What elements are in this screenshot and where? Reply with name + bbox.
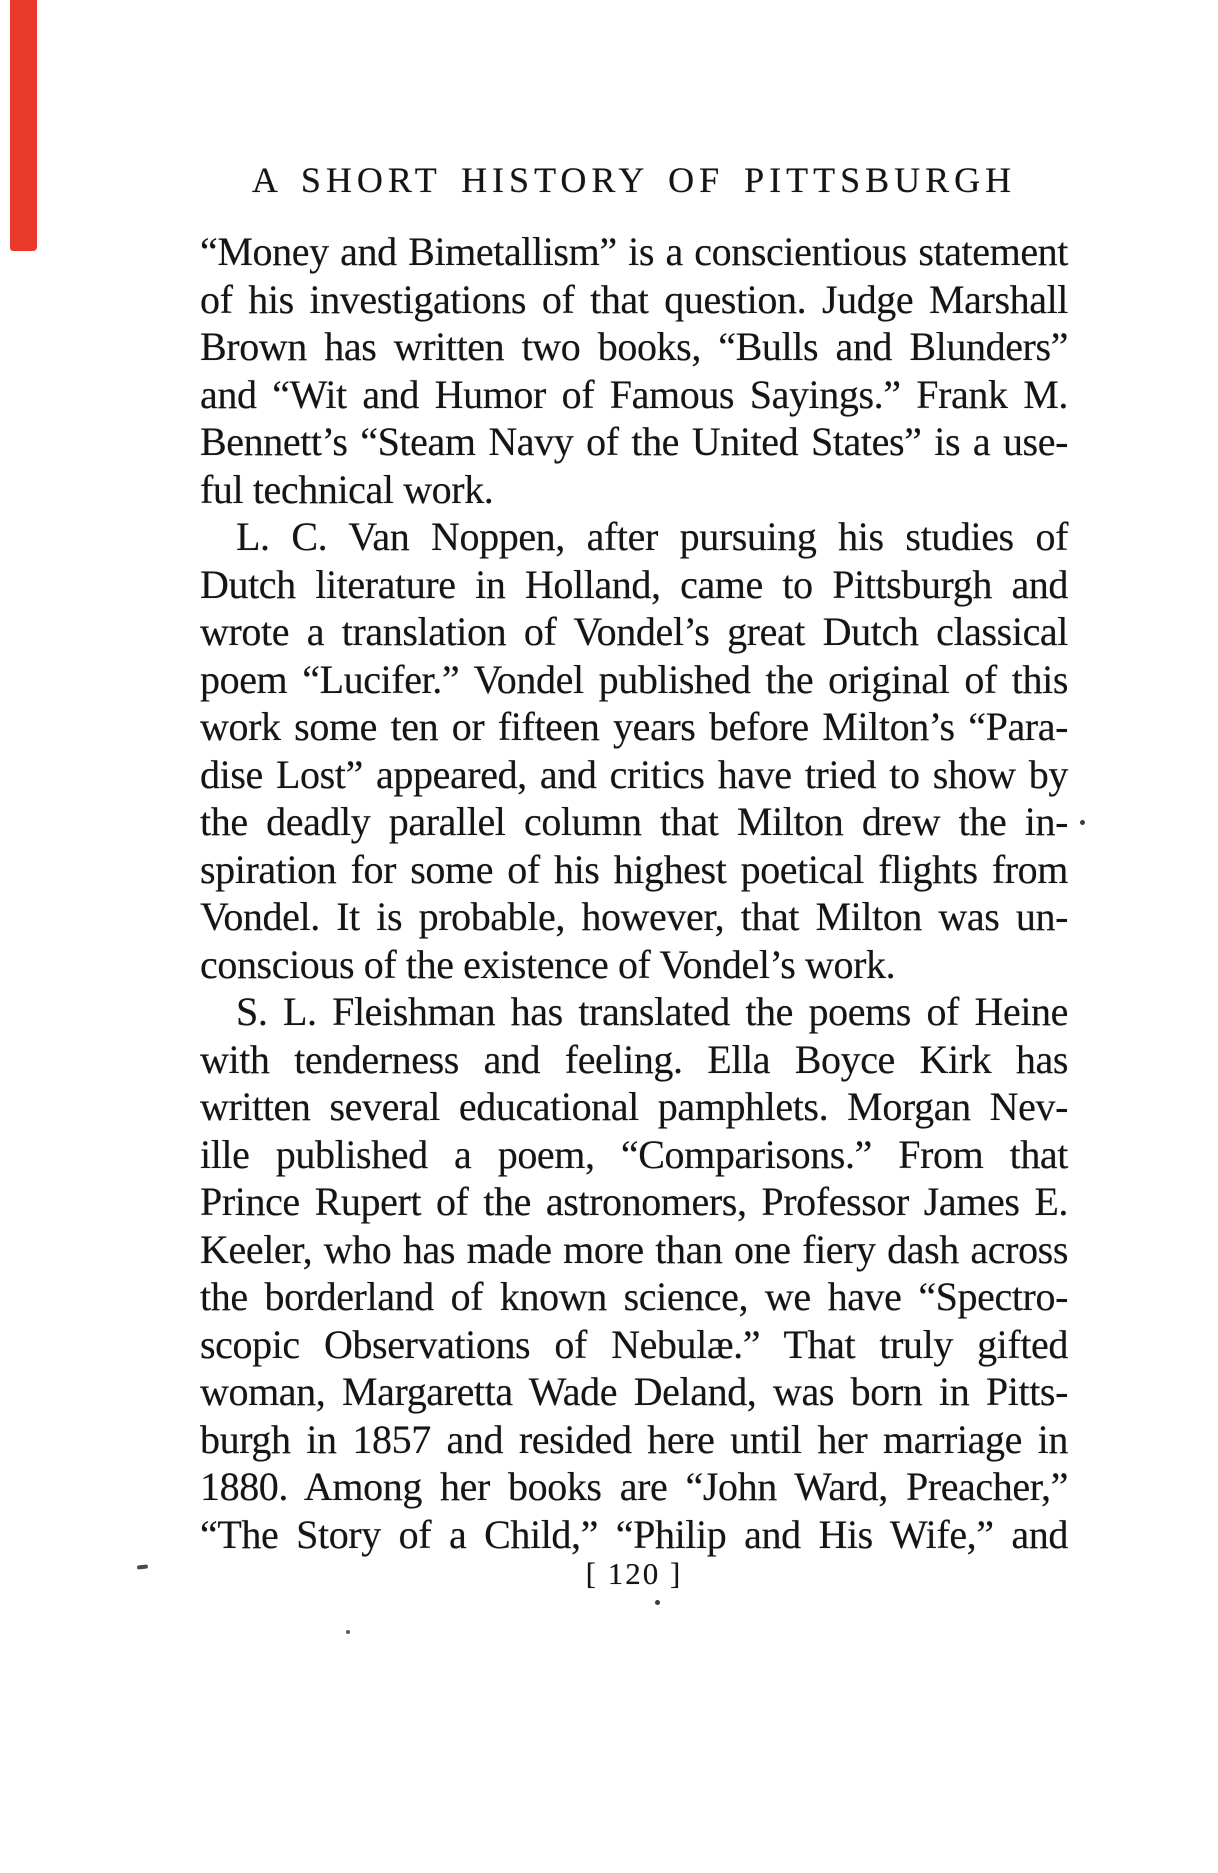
text-line: “The Story of a Child,” “Philip and His Wife,” and [200, 1511, 1068, 1557]
text-line: Brown has written two books, “Bulls and Blunders” [200, 324, 1068, 369]
text-line: wrote a translation of Vondel’s great Dutch classical [200, 609, 1068, 654]
text-line: Bennett’s “Steam Navy of the United States” is a use- [200, 419, 1068, 464]
body-text [200, 228, 1068, 1558]
scan-speck [655, 1600, 660, 1605]
text-line: Dutch literature in Holland, came to Pittsburgh and [200, 561, 1068, 607]
text-line: conscious of the existence of Vondel’s work. [200, 941, 896, 987]
text-line: Vondel. It is probable, however, that Milton was un- [200, 894, 1068, 939]
text-line: “Money and Bimetallism” is a conscientious statement [200, 229, 1068, 274]
text-line: 1880. Among her books are “John Ward, Preacher,” [200, 1464, 1068, 1509]
scan-speck [346, 1630, 350, 1634]
text-line: of his investigations of that question. Judge Marshall [200, 276, 1068, 322]
text-line: and “Wit and Humor of Famous Sayings.” Frank M. [200, 371, 1068, 417]
text-line: Prince Rupert of the astronomers, Professor James E. [200, 1179, 1068, 1224]
text-line: the deadly parallel column that Milton drew the in- [200, 799, 1068, 844]
red-ink-mark [10, 0, 37, 251]
text-line: written several educational pamphlets. Morgan Nev- [200, 1084, 1068, 1129]
page-number: [ 120 ] [585, 1556, 683, 1591]
text-line: woman, Margaretta Wade Deland, was born in Pitts- [200, 1369, 1068, 1414]
text-line: S. L. Fleishman has translated the poems of Heine [236, 989, 1068, 1034]
text-line: work some ten or fifteen years before Milton’s “Para- [200, 704, 1068, 749]
text-line: L. C. Van Noppen, after pursuing his studies of [236, 514, 1068, 559]
text-line: scopic Observations of Nebulæ.” That truly gifted [200, 1321, 1068, 1367]
text-line: ful technical work. [200, 466, 494, 512]
text-line: Keeler, who has made more than one fiery dash across [200, 1226, 1068, 1272]
text-line: the borderland of known science, we have “Spectro- [200, 1274, 1068, 1319]
text-line: with tenderness and feeling. Ella Boyce Kirk has [200, 1036, 1068, 1082]
text-line: dise Lost” appeared, and critics have tried to show by [200, 751, 1068, 797]
text-line: burgh in 1857 and resided here until her marriage in [200, 1416, 1068, 1462]
scan-speck [1080, 820, 1085, 825]
text-line: poem “Lucifer.” Vondel published the original of this [200, 656, 1068, 702]
scan-speck-dash [137, 1564, 148, 1569]
running-header: A SHORT HISTORY OF PITTSBURGH [251, 160, 1017, 200]
text-line: spiration for some of his highest poetical flights from [200, 846, 1068, 892]
text-line: ille published a poem, “Comparisons.” From that [200, 1131, 1068, 1177]
